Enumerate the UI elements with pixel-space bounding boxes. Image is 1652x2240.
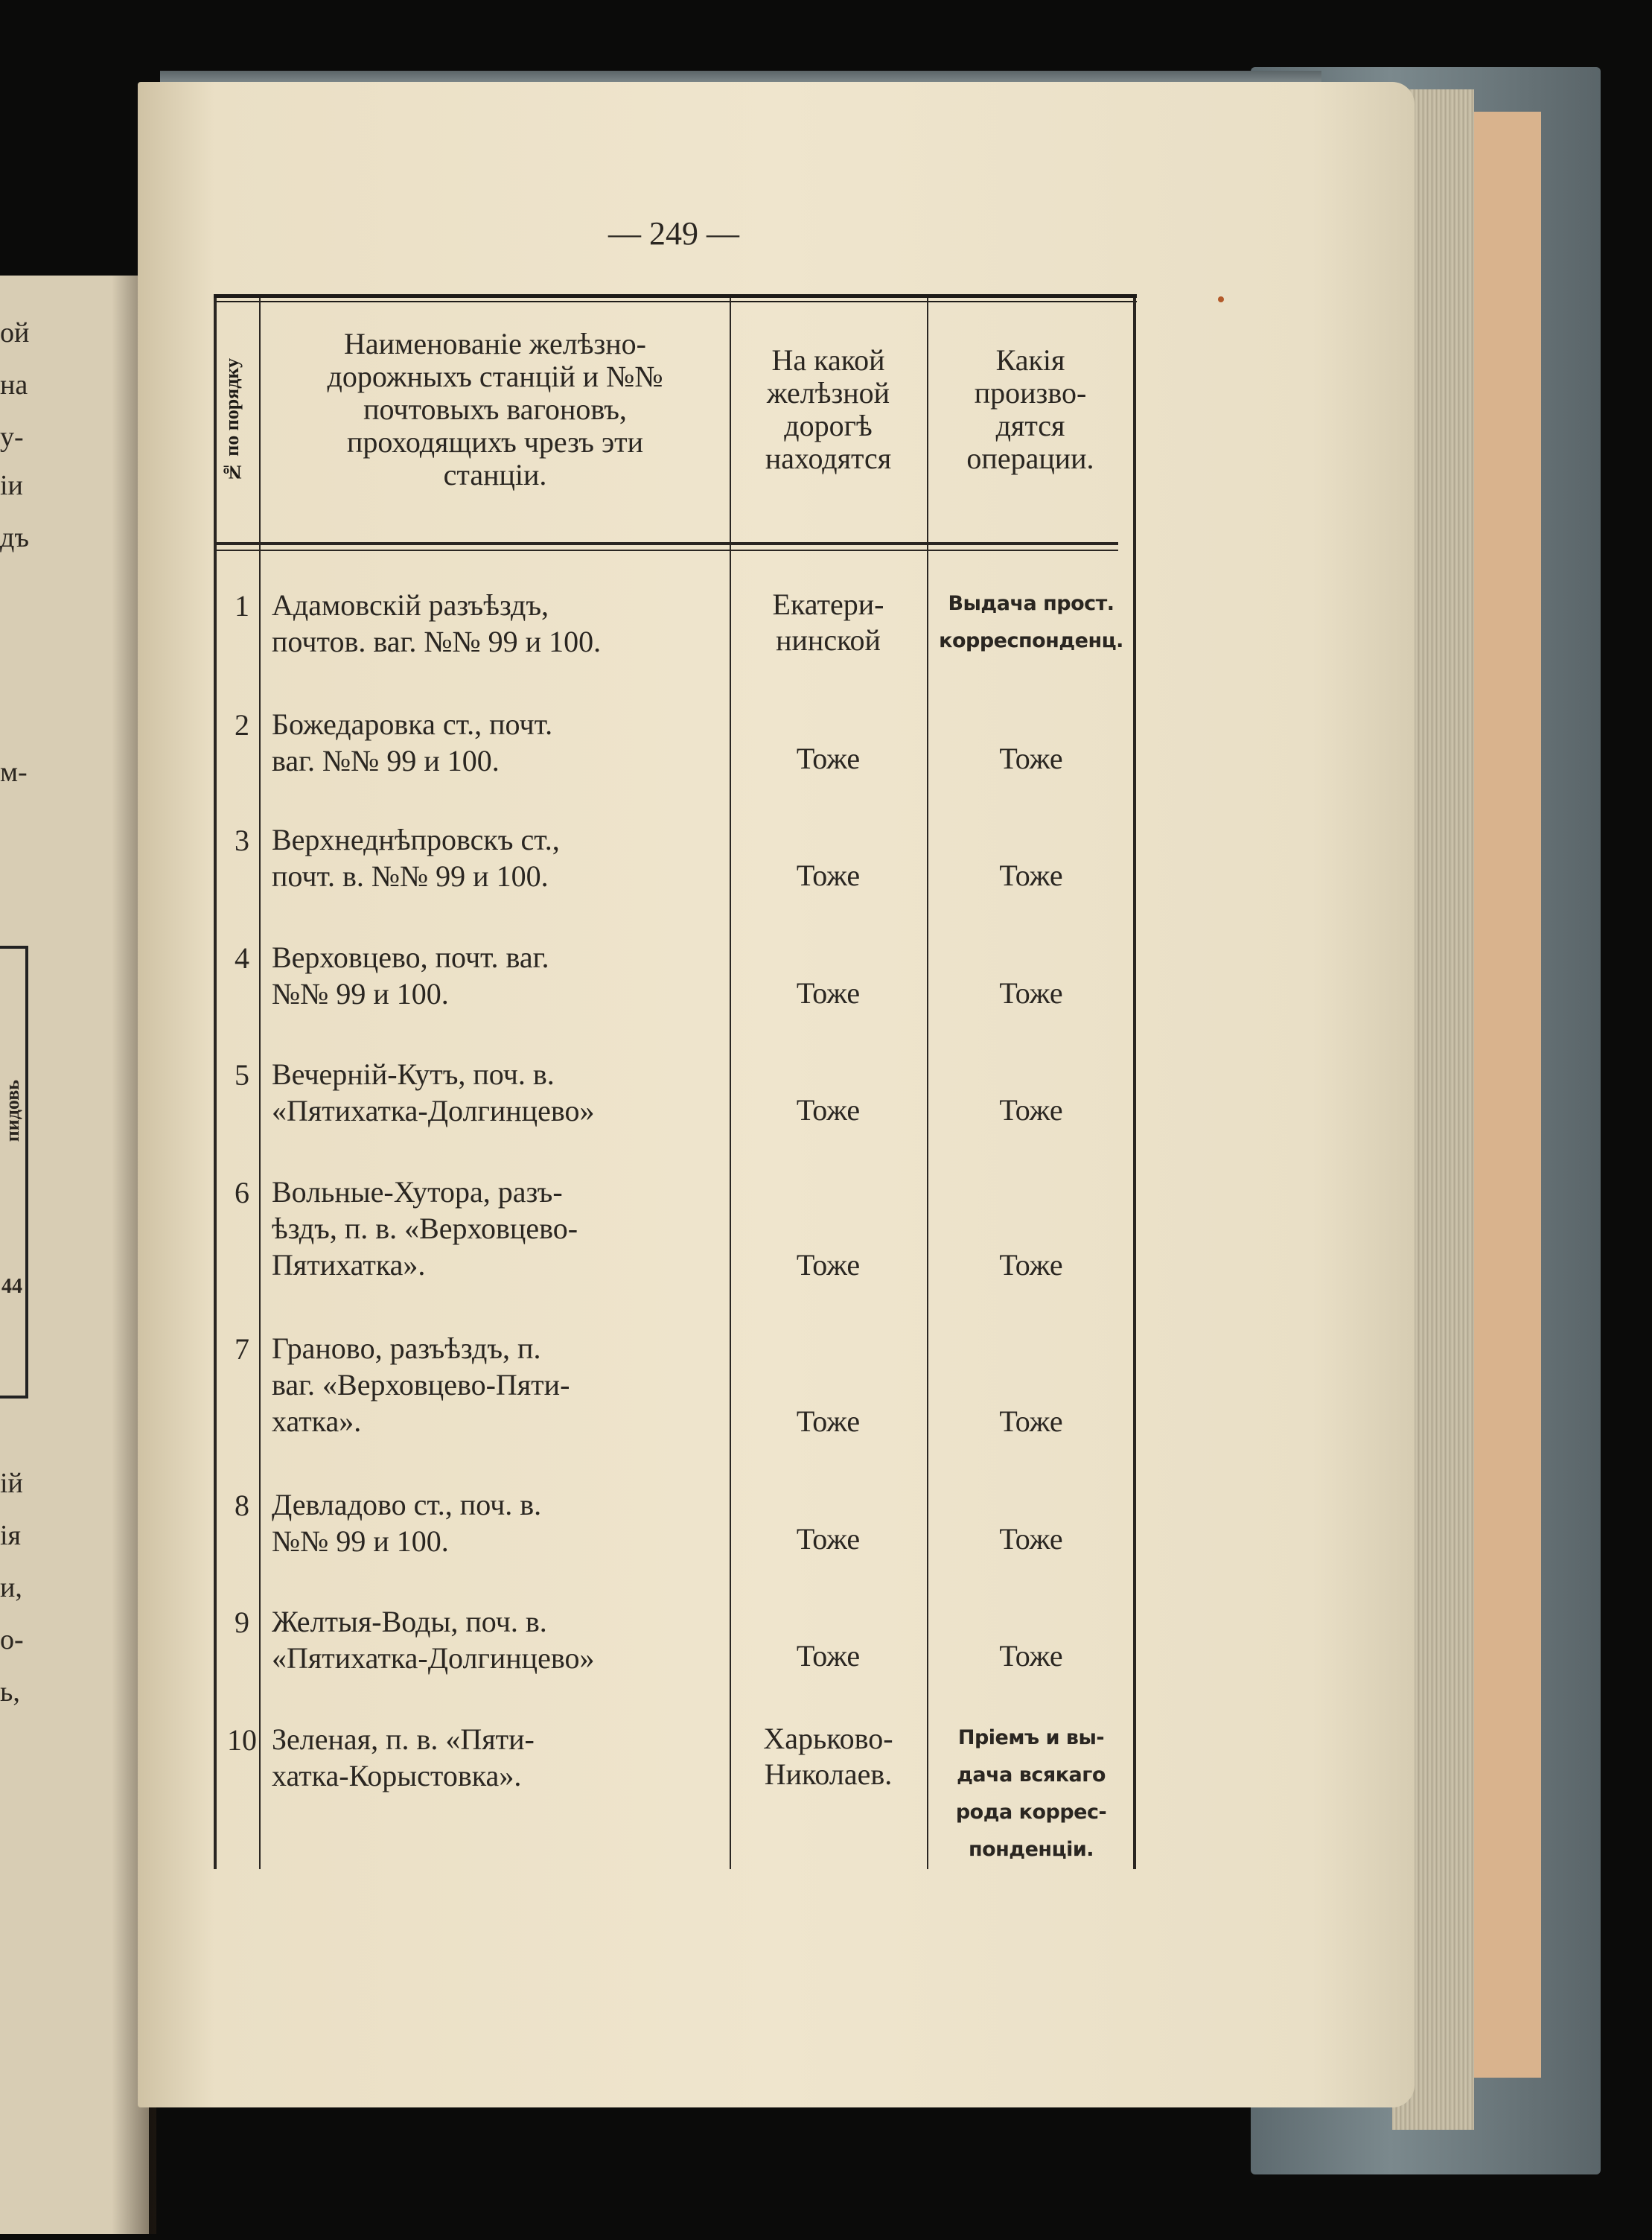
paper-spot — [1218, 296, 1224, 302]
row-number: 5 — [235, 1058, 249, 1092]
station-name: Грановo, разъѣздъ, п. ваг. «Верховцево-Пяти- хатка». — [272, 1331, 570, 1438]
header-number — [217, 309, 247, 532]
left-page-fragment: и, — [0, 1572, 22, 1603]
left-page-fragment: дъ — [0, 522, 29, 553]
header-number-text: № по порядку — [221, 358, 243, 483]
header-rule-thin — [214, 550, 1118, 551]
operations-text: Выдача прост. корреспонденц. — [939, 592, 1123, 652]
railway-name: Харьково- Николаев. — [763, 1722, 893, 1791]
left-page-number: 44 — [1, 1275, 22, 1298]
row-number: 4 — [235, 941, 249, 975]
header-railway: На какой желѣзной дорогѣ находятся — [765, 343, 892, 475]
row-number: 7 — [235, 1332, 249, 1366]
railway-name: Тоже — [796, 859, 861, 892]
row-number: 1 — [235, 589, 249, 623]
left-page-fragment: у- — [0, 421, 24, 453]
station-name: Верховцево, почт. ваг. №№ 99 и 100. — [272, 941, 549, 1011]
left-page-fragment: ь, — [0, 1676, 20, 1708]
operations-text: Тоже — [999, 1248, 1063, 1282]
left-page-fragment: м- — [0, 757, 28, 788]
column-divider — [927, 298, 928, 1869]
operations-text: Тоже — [999, 1404, 1063, 1438]
table-top-rule — [214, 294, 1137, 298]
station-name: Зеленая, п. в. «Пяти- хатка-Корыстовка». — [272, 1722, 535, 1792]
left-page-table-frame — [0, 946, 28, 1399]
row-number: 6 — [235, 1176, 249, 1209]
railway-name: Тоже — [796, 1404, 861, 1438]
railway-name: Тоже — [796, 742, 861, 775]
row-number: 9 — [235, 1606, 249, 1639]
operations-text: Тоже — [999, 742, 1063, 775]
left-page-fragment: на — [0, 369, 28, 401]
header-rule — [214, 542, 1118, 545]
row-number: 10 — [227, 1723, 257, 1757]
railway-name: Тоже — [796, 1522, 861, 1556]
station-name: Вечерній-Кутъ, поч. в. «Пятихатка-Долгинцево» — [272, 1057, 595, 1127]
left-page-fragment: о- — [0, 1624, 24, 1655]
operations-text: Тоже — [999, 859, 1063, 892]
header-name: Наименованіе желѣзно- дорожныхъ станцій и №№ почтовыхъ вагоновъ, проходящихъ чрезъ эти станціи. — [327, 327, 663, 491]
station-name: Вольные-Хутора, разъ- ѣздъ, п. в. «Верховцево- Пятихатка». — [272, 1175, 578, 1282]
left-page-fragment: ій — [0, 1468, 23, 1499]
railway-name: Екатери- нинской — [772, 588, 884, 657]
railway-name: Тоже — [796, 1639, 861, 1673]
page-number: — 249 — — [608, 215, 739, 252]
left-page-fragment: ія — [0, 1520, 22, 1551]
railway-name: Тоже — [796, 1248, 861, 1282]
station-name: Девладово ст., поч. в. №№ 99 и 100. — [272, 1488, 542, 1558]
railway-name: Тоже — [796, 1093, 861, 1127]
railway-name: Тоже — [796, 976, 861, 1010]
left-page-fragment: іи — [0, 470, 23, 501]
operations-text: Тоже — [999, 1522, 1063, 1556]
table-right-border — [1133, 298, 1136, 1869]
operations-text: Пріемъ и вы- дача всякаго рода коррес- понденціи. — [955, 1726, 1107, 1861]
table-left-border — [214, 298, 217, 1869]
table-top-rule-thin — [214, 301, 1137, 302]
row-number: 8 — [235, 1489, 249, 1522]
station-name: Верхнеднѣпровскъ ст., почт. в. №№ 99 и 100. — [272, 823, 560, 893]
left-page-fragment: ой — [0, 317, 30, 349]
station-name: Божедаровка ст., почт. ваг. №№ 99 и 100. — [272, 707, 553, 777]
station-name: Желтыя-Воды, поч. в. «Пятихатка-Долгинцево» — [272, 1605, 595, 1675]
operations-text: Тоже — [999, 976, 1063, 1010]
operations-text: Тоже — [999, 1093, 1063, 1127]
header-operations: Какія произво- дятся операции. — [966, 343, 1094, 475]
left-page-vertical-text: пидовь — [1, 1080, 23, 1142]
row-number: 3 — [235, 824, 249, 857]
operations-text: Тоже — [999, 1639, 1063, 1673]
station-name: Адамовскій разъѣздъ, почтов. ваг. №№ 99 и 100. — [272, 588, 602, 658]
row-number: 2 — [235, 708, 249, 742]
